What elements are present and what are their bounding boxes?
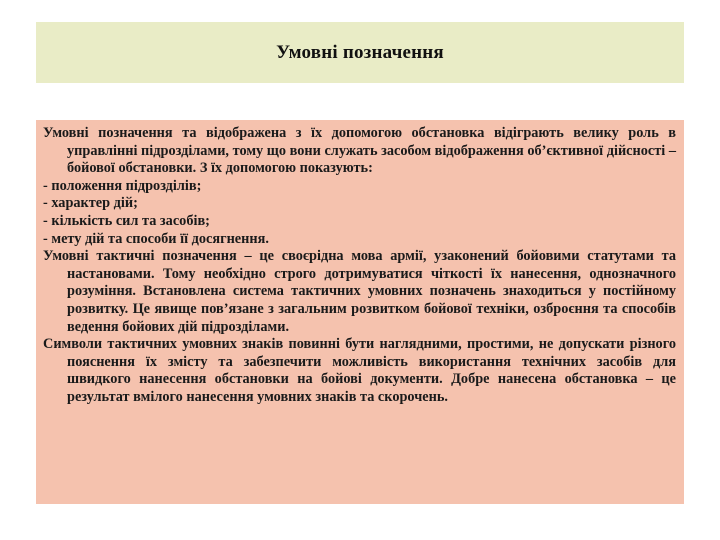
- page-title: Умовні позначення: [276, 41, 444, 63]
- intro-paragraph: Умовні позначення та відображена з їх допомогою обстановка відіграють велику роль в управлінні підрозділами, тому що вони служать засобом відображення об’єктивної дійсності – бойової обстановки. З їх допомогою показують:: [43, 125, 676, 177]
- bullet-item: - характер дій;: [43, 195, 138, 212]
- bullet-item: - кількість сил та засобів;: [43, 212, 210, 229]
- bullet-item: - мету дій та способи її досягнення.: [43, 230, 269, 247]
- symbol-requirements-paragraph: Символи тактичних умовних знаків повинні бути наглядними, простими, не допускати різного пояснення їх змісту та забезпечити можливість використання технічних засобів для швидкого нанесення обстановки на бойові документи. Добре нанесена обстановка – це результат вмілого нанесення умовних знаків та скорочень.: [43, 336, 676, 405]
- bullet-item: - положення підрозділів;: [43, 177, 202, 194]
- title-banner: [36, 22, 684, 83]
- tactical-symbols-paragraph: Умовні тактичні позначення – це своєрідна мова армії, узаконений бойовими статутами та настановами. Тому необхідно строго дотримуватися чіткості їх нанесення, однозначного розуміння. Встановлена система тактичних умовних позначень знаходиться у постійному розвитку. Це явище пов’язане з загальним розвитком бойової техніки, озброєння та способів ведення бойових дій підрозділами.: [43, 248, 676, 335]
- content-panel: [36, 120, 684, 504]
